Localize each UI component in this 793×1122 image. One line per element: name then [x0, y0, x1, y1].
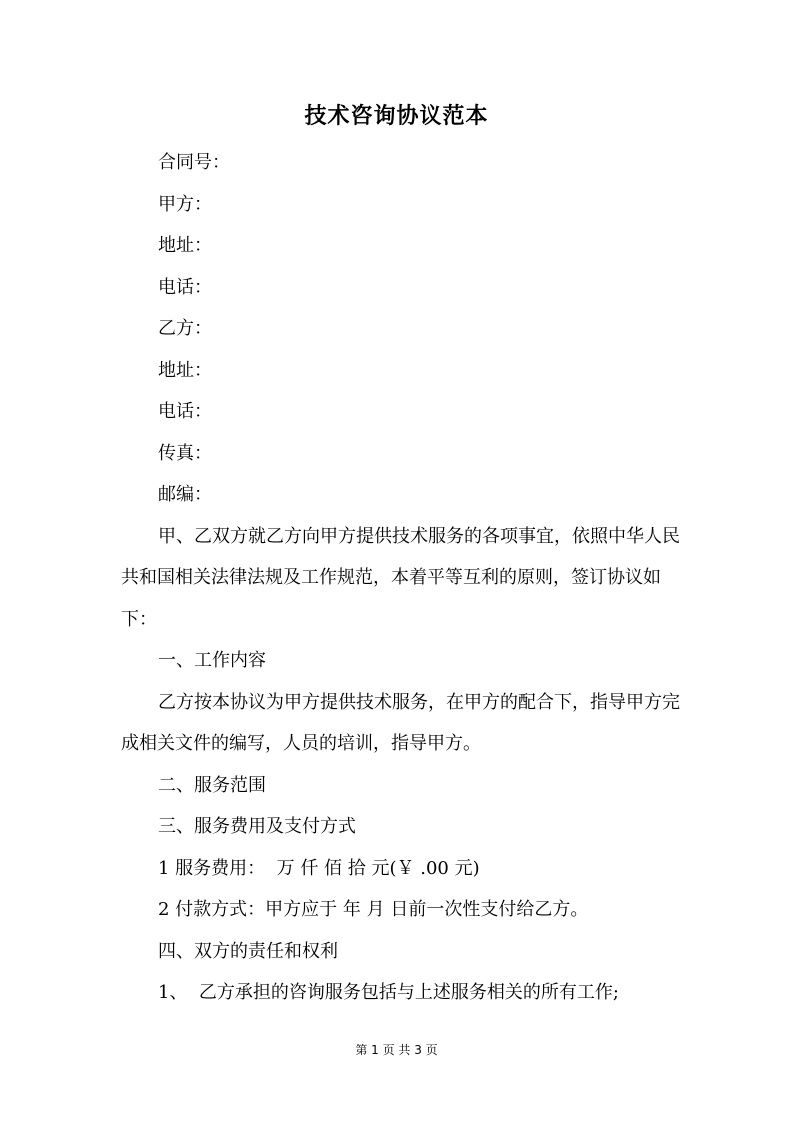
field-party-a-address: 地址：: [158, 235, 212, 256]
section-3-heading: 三、服务费用及支付方式: [158, 816, 356, 837]
field-party-b-postcode: 邮编：: [158, 484, 212, 505]
field-party-b-phone: 电话：: [158, 401, 212, 422]
duty-item-1: 1、 乙方承担的咨询服务包括与上述服务相关的所有工作;: [158, 982, 619, 1003]
fee-line: 1 服务费用： 万 仟 佰 拾 元(￥ .00 元): [158, 857, 480, 879]
field-party-b-address: 地址：: [158, 359, 212, 381]
field-party-a: 甲方：: [158, 193, 212, 215]
intro-paragraph: 甲、乙双方就乙方向甲方提供技术服务的各项事宜，依照中华人民共和国相关法律法规及工作规范，本着平等互利的原则，签订协议如下：: [121, 525, 680, 630]
section-4-heading: 四、双方的责任和权利: [158, 940, 338, 962]
field-party-b: 乙方：: [158, 318, 212, 339]
page-footer: 第 1 页 共 3 页: [355, 1043, 438, 1057]
field-contract-number: 合同号：: [158, 152, 230, 173]
section-1-heading: 一、工作内容: [158, 650, 266, 671]
field-party-b-fax: 传真：: [158, 442, 212, 464]
document-body: [121, 142, 681, 1014]
section-2-heading: 二、服务范围: [158, 774, 266, 796]
document-title: 技术咨询协议范本: [304, 103, 489, 129]
section-1-paragraph: 乙方按本协议为甲方提供技术服务，在甲方的配合下，指导甲方完成相关文件的编写，人员的培训，指导甲方。: [121, 691, 680, 754]
payment-line: 2 付款方式：甲方应于 年 月 日前一次性支付给乙方。: [158, 899, 589, 920]
field-party-a-phone: 电话：: [158, 276, 212, 298]
